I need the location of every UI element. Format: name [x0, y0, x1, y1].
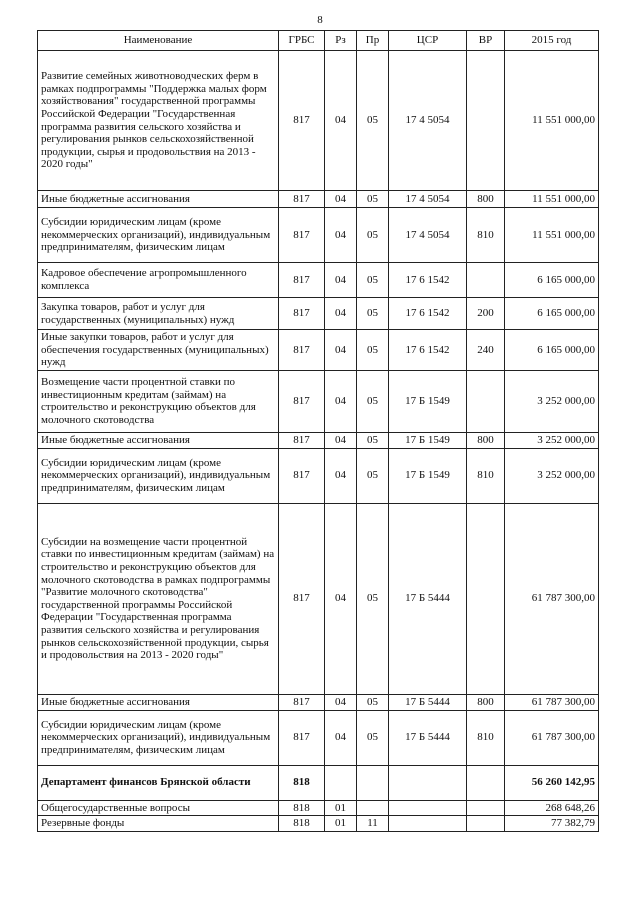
cell-vr [467, 370, 505, 432]
cell-amount: 11 551 000,00 [505, 51, 599, 191]
header-name: Наименование [38, 31, 279, 51]
cell-grbs: 817 [279, 263, 325, 298]
cell-pr: 05 [357, 694, 389, 710]
cell-name: Субсидии юридическим лицам (кроме некоммерческих организаций), индивидуальным предпринимателям, физическим лицам [38, 448, 279, 503]
cell-vr [467, 765, 505, 800]
header-rz: Рз [325, 31, 357, 51]
cell-pr: 05 [357, 710, 389, 765]
cell-name: Субсидии юридическим лицам (кроме некоммерческих организаций), индивидуальным предпринимателям, физическим лицам [38, 710, 279, 765]
budget-table [37, 30, 599, 832]
cell-rz: 04 [325, 370, 357, 432]
cell-vr: 240 [467, 330, 505, 371]
cell-grbs: 817 [279, 298, 325, 330]
cell-vr: 810 [467, 448, 505, 503]
cell-vr: 800 [467, 191, 505, 208]
cell-rz: 04 [325, 503, 357, 694]
header-csr: ЦСР [389, 31, 467, 51]
cell-rz: 04 [325, 208, 357, 263]
cell-vr [467, 800, 505, 816]
cell-csr: 17 4 5054 [389, 51, 467, 191]
cell-csr [389, 800, 467, 816]
cell-grbs: 818 [279, 816, 325, 832]
header-year: 2015 год [505, 31, 599, 51]
cell-name: Общегосударственные вопросы [38, 800, 279, 816]
cell-vr: 810 [467, 208, 505, 263]
table-row [38, 208, 599, 263]
cell-grbs: 817 [279, 694, 325, 710]
cell-name: Иные бюджетные ассигнования [38, 694, 279, 710]
cell-grbs: 817 [279, 191, 325, 208]
cell-rz: 04 [325, 298, 357, 330]
cell-vr: 810 [467, 710, 505, 765]
cell-csr: 17 Б 5444 [389, 503, 467, 694]
header-row [38, 31, 599, 51]
cell-csr [389, 816, 467, 832]
page-number: 8 [317, 14, 323, 26]
cell-rz: 04 [325, 710, 357, 765]
cell-grbs: 817 [279, 710, 325, 765]
table-row [38, 503, 599, 694]
cell-amount: 6 165 000,00 [505, 330, 599, 371]
cell-pr: 05 [357, 432, 389, 448]
table-row [38, 51, 599, 191]
cell-amount: 268 648,26 [505, 800, 599, 816]
table-row [38, 448, 599, 503]
cell-rz: 04 [325, 330, 357, 371]
cell-pr: 05 [357, 191, 389, 208]
cell-pr: 05 [357, 298, 389, 330]
cell-rz: 04 [325, 448, 357, 503]
cell-grbs: 817 [279, 503, 325, 694]
cell-csr: 17 6 1542 [389, 263, 467, 298]
cell-csr: 17 Б 1549 [389, 370, 467, 432]
cell-vr: 800 [467, 694, 505, 710]
cell-grbs: 818 [279, 800, 325, 816]
cell-pr: 05 [357, 330, 389, 371]
cell-pr [357, 800, 389, 816]
cell-pr: 11 [357, 816, 389, 832]
table-row [38, 694, 599, 710]
cell-pr: 05 [357, 370, 389, 432]
cell-amount: 56 260 142,95 [505, 765, 599, 800]
cell-csr: 17 Б 1549 [389, 432, 467, 448]
cell-rz: 04 [325, 432, 357, 448]
cell-name: Закупка товаров, работ и услуг для государственных (муниципальных) нужд [38, 298, 279, 330]
cell-rz: 01 [325, 816, 357, 832]
table-row [38, 765, 599, 800]
cell-amount: 77 382,79 [505, 816, 599, 832]
header-grbs: ГРБС [279, 31, 325, 51]
cell-csr: 17 Б 1549 [389, 448, 467, 503]
cell-vr [467, 51, 505, 191]
cell-csr: 17 4 5054 [389, 191, 467, 208]
cell-vr [467, 263, 505, 298]
cell-amount: 61 787 300,00 [505, 694, 599, 710]
cell-pr [357, 765, 389, 800]
cell-vr [467, 816, 505, 832]
cell-vr: 200 [467, 298, 505, 330]
cell-rz [325, 765, 357, 800]
cell-amount: 61 787 300,00 [505, 710, 599, 765]
cell-csr: 17 6 1542 [389, 330, 467, 371]
cell-amount: 3 252 000,00 [505, 370, 599, 432]
table-row [38, 298, 599, 330]
table-row [38, 370, 599, 432]
cell-amount: 6 165 000,00 [505, 298, 599, 330]
cell-vr [467, 503, 505, 694]
cell-csr: 17 Б 5444 [389, 694, 467, 710]
cell-grbs: 817 [279, 330, 325, 371]
table-row [38, 432, 599, 448]
cell-pr: 05 [357, 448, 389, 503]
cell-name: Резервные фонды [38, 816, 279, 832]
cell-name: Возмещение части процентной ставки по инвестиционным кредитам (займам) на строительство и реконструкцию объектов для молочного скотоводства [38, 370, 279, 432]
header-vr: ВР [467, 31, 505, 51]
cell-name: Департамент финансов Брянской области [38, 765, 279, 800]
cell-pr: 05 [357, 503, 389, 694]
cell-grbs: 817 [279, 448, 325, 503]
cell-csr [389, 765, 467, 800]
cell-csr: 17 Б 5444 [389, 710, 467, 765]
cell-name: Иные закупки товаров, работ и услуг для обеспечения государственных (муниципальных) нужд [38, 330, 279, 371]
cell-amount: 11 551 000,00 [505, 208, 599, 263]
cell-amount: 3 252 000,00 [505, 432, 599, 448]
cell-rz: 04 [325, 51, 357, 191]
table-row [38, 191, 599, 208]
cell-name: Иные бюджетные ассигнования [38, 432, 279, 448]
cell-name: Развитие семейных животноводческих ферм в рамках подпрограммы "Поддержка малых форм хозяйствования" государственной программы Российской Федерации "Государственная программа развития сельского хозяйства и регулирования рынков сельскохозяйственной продукции, сырья и продовольствия на 2013 - 2020 годы" [38, 51, 279, 191]
cell-grbs: 818 [279, 765, 325, 800]
cell-amount: 61 787 300,00 [505, 503, 599, 694]
cell-grbs: 817 [279, 51, 325, 191]
cell-amount: 3 252 000,00 [505, 448, 599, 503]
cell-pr: 05 [357, 208, 389, 263]
cell-grbs: 817 [279, 432, 325, 448]
cell-name: Иные бюджетные ассигнования [38, 191, 279, 208]
cell-rz: 04 [325, 263, 357, 298]
cell-csr: 17 4 5054 [389, 208, 467, 263]
table-row [38, 710, 599, 765]
cell-name: Субсидии юридическим лицам (кроме некоммерческих организаций), индивидуальным предпринимателям, физическим лицам [38, 208, 279, 263]
cell-rz: 04 [325, 694, 357, 710]
cell-name: Субсидии на возмещение части процентной ставки по инвестиционным кредитам (займам) на строительство и реконструкцию объектов для молочного скотоводства в рамках подпрограммы "Развитие молочного скотоводства" государственной программы Российской Федерации "Государственная программа развития сельского хозяйства и регулирования рынков сельскохозяйственной продукции, сырья и продовольствия на 2013 - 2020 годы" [38, 503, 279, 694]
cell-rz: 01 [325, 800, 357, 816]
cell-amount: 6 165 000,00 [505, 263, 599, 298]
cell-rz: 04 [325, 191, 357, 208]
cell-vr: 800 [467, 432, 505, 448]
table-row [38, 330, 599, 371]
cell-name: Кадровое обеспечение агропромышленного комплекса [38, 263, 279, 298]
cell-pr: 05 [357, 263, 389, 298]
table-row [38, 800, 599, 816]
cell-pr: 05 [357, 51, 389, 191]
cell-csr: 17 6 1542 [389, 298, 467, 330]
table-row [38, 263, 599, 298]
cell-grbs: 817 [279, 370, 325, 432]
cell-amount: 11 551 000,00 [505, 191, 599, 208]
header-pr: Пр [357, 31, 389, 51]
cell-grbs: 817 [279, 208, 325, 263]
table-row [38, 816, 599, 832]
